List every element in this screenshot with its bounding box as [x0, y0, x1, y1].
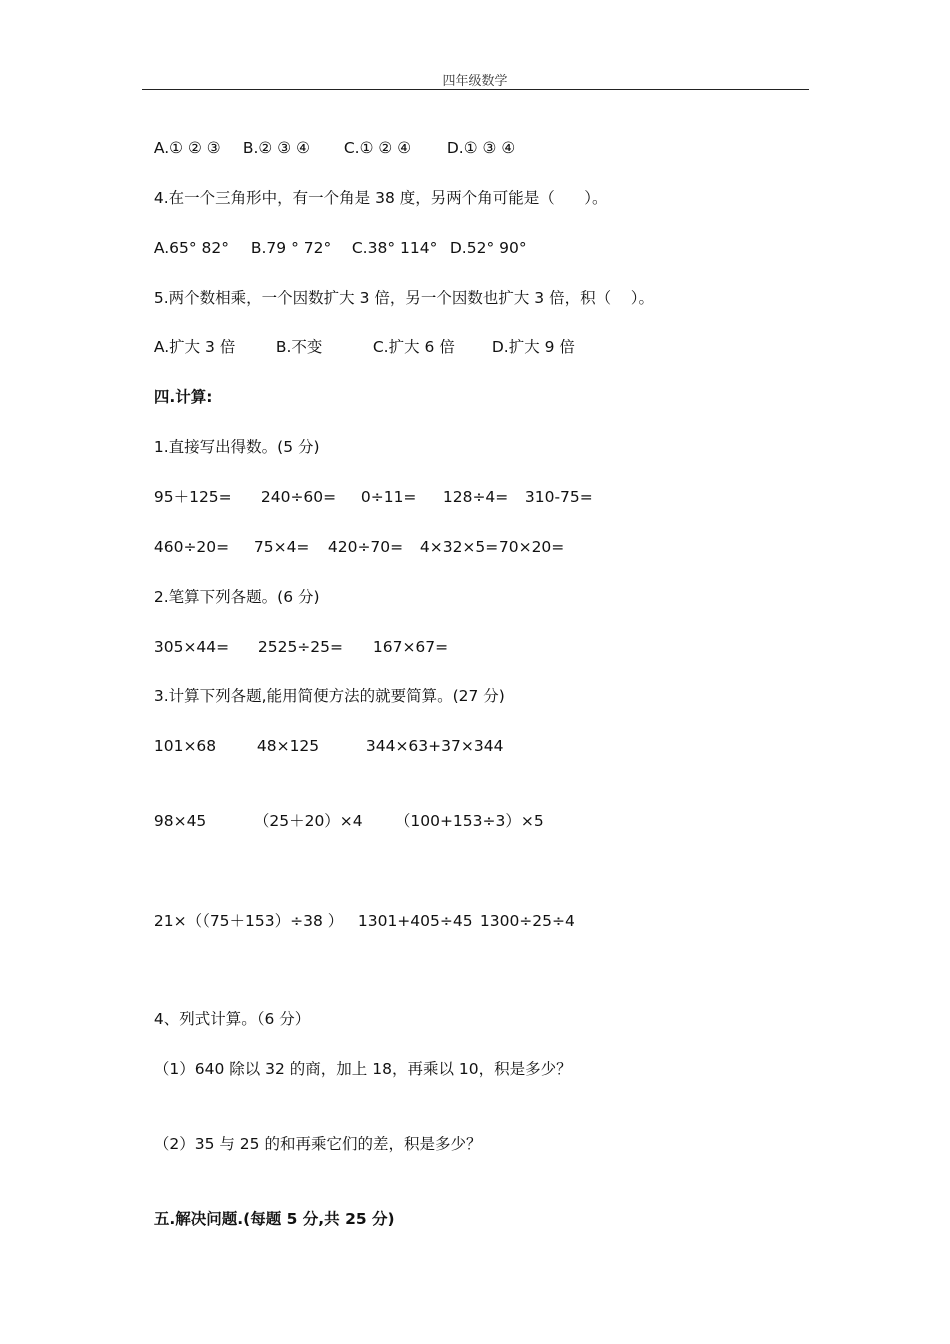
expression: 98×45 — [153, 812, 207, 830]
part-1-row-2 — [144, 517, 564, 557]
expression: 310-75= — [524, 488, 593, 506]
option-c: C.扩大 6 倍 — [372, 338, 455, 356]
page-header-title: 四年级数学 — [442, 74, 508, 89]
expression: 0÷11= — [360, 488, 417, 506]
part-4-question-1 — [144, 1039, 572, 1079]
section-5-heading — [144, 1189, 395, 1229]
expression: 128÷4= — [442, 488, 509, 506]
expression: 1300÷25÷4 — [479, 912, 575, 930]
expression: 420÷70= — [327, 538, 404, 556]
question-text: 5.两个数相乘，一个因数扩大 3 倍，另一个因数也扩大 3 倍，积（ ）。 — [153, 289, 655, 307]
option-d: D.① ③ ④ — [446, 139, 516, 157]
part-heading: 2.笔算下列各题。(6 分) — [153, 588, 320, 606]
expression: 240÷60= — [260, 488, 337, 506]
question-text: 4.在一个三角形中，有一个角是 38 度，另两个角可能是（ ）。 — [153, 189, 608, 207]
expression: （25＋20）×4 — [253, 812, 363, 830]
question-4-text — [144, 168, 608, 208]
question-3-options — [144, 118, 515, 158]
option-c: C.38° 114° — [351, 239, 438, 257]
option-a: A.① ② ③ — [153, 139, 221, 157]
header-divider — [142, 89, 809, 90]
expression: 48×125 — [256, 737, 320, 755]
question-5-options — [144, 317, 575, 357]
word-problem: （2）35 与 25 的和再乘它们的差，积是多少？ — [153, 1135, 482, 1153]
word-problem: （1）640 除以 32 的商，加上 18，再乘以 10，积是多少？ — [153, 1060, 572, 1078]
expression: 70×20= — [498, 538, 565, 556]
part-4-question-2 — [144, 1114, 481, 1154]
part-3-heading — [144, 666, 505, 706]
part-heading: 1.直接写出得数。(5 分) — [153, 438, 320, 456]
expression: （100+153÷3）×5 — [394, 812, 544, 830]
part-heading: 3.计算下列各题,能用简便方法的就要简算。(27 分) — [153, 687, 505, 705]
expression: 344×63+37×344 — [365, 737, 504, 755]
section-heading: 四.计算: — [153, 388, 213, 406]
option-b: B.不变 — [275, 338, 323, 356]
part-2-row — [144, 617, 448, 657]
expression: 2525÷25= — [257, 638, 344, 656]
option-c: C.① ② ④ — [343, 139, 412, 157]
part-1-row-1 — [144, 467, 593, 507]
section-heading: 五.解决问题.(每题 5 分,共 25 分) — [153, 1210, 395, 1228]
expression: 460÷20= — [153, 538, 230, 556]
part-2-heading — [144, 567, 320, 607]
part-heading: 4、列式计算。（6 分） — [153, 1010, 311, 1028]
option-d: D.52° 90° — [449, 239, 527, 257]
section-4-heading — [144, 367, 212, 407]
option-a: A.扩大 3 倍 — [153, 338, 236, 356]
expression: 167×67= — [372, 638, 449, 656]
expression: 4×32×5= — [419, 538, 499, 556]
option-d: D.扩大 9 倍 — [491, 338, 575, 356]
question-5-text — [144, 268, 654, 308]
option-a: A.65° 82° — [153, 239, 229, 257]
part-3-row-1 — [144, 716, 503, 756]
part-1-heading — [144, 417, 320, 457]
part-3-row-3 — [144, 891, 575, 931]
expression: 1301+405÷45 — [357, 912, 473, 930]
part-3-row-2 — [144, 791, 544, 831]
expression: 75×4= — [253, 538, 310, 556]
expression: 21×（（75＋153）÷38 ） — [153, 912, 344, 930]
option-b: B.② ③ ④ — [242, 139, 310, 157]
part-4-heading — [144, 989, 310, 1029]
expression: 305×44= — [153, 638, 230, 656]
question-4-options — [144, 218, 527, 258]
option-b: B.79 ° 72° — [250, 239, 332, 257]
expression: 101×68 — [153, 737, 217, 755]
expression: 95＋125= — [153, 488, 232, 506]
